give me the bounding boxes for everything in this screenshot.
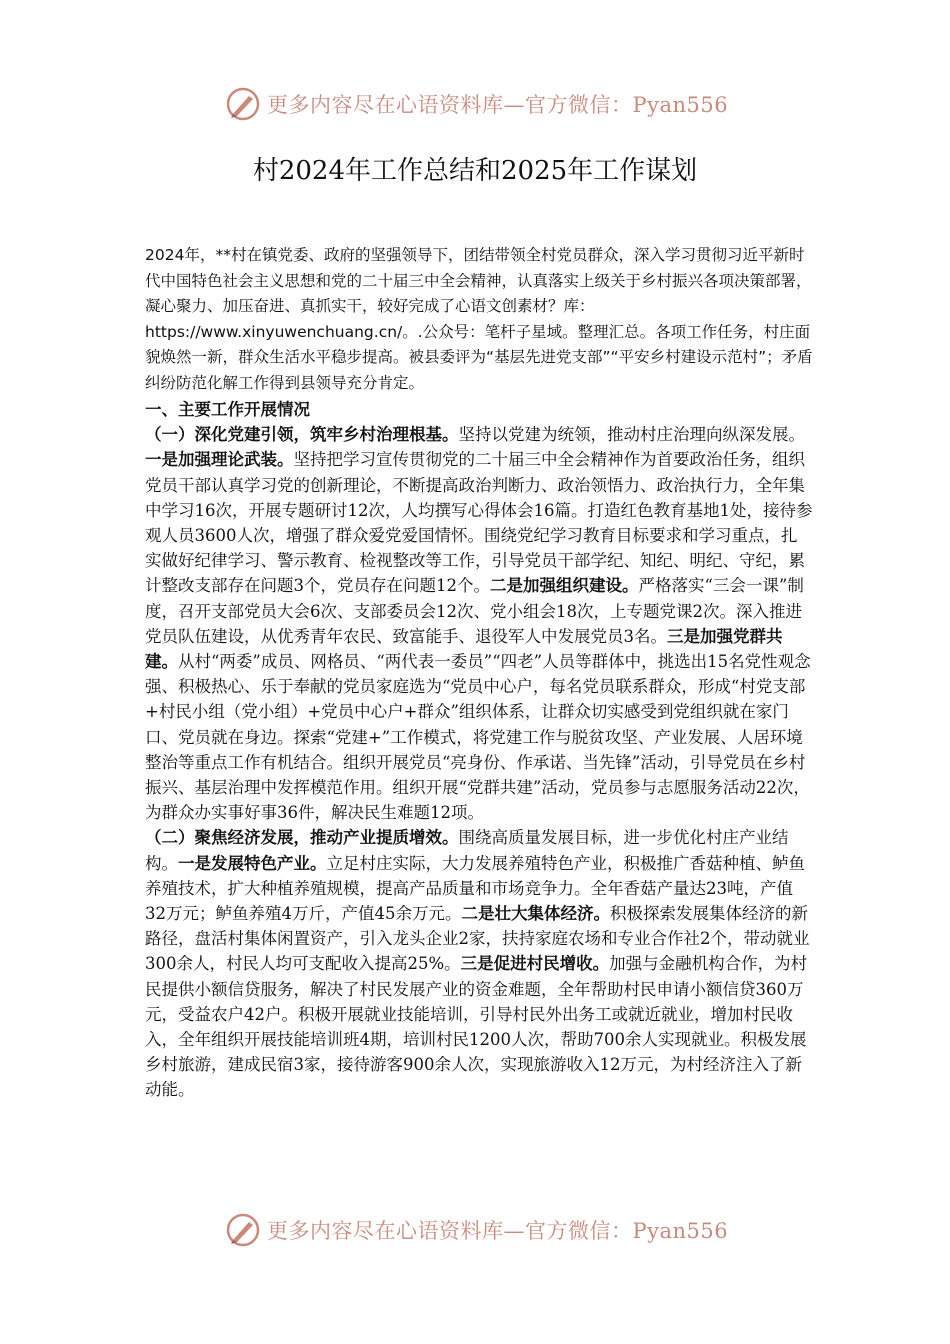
page-title: 村2024年工作总结和2025年工作谋划 bbox=[252, 156, 698, 186]
pen-logo-icon bbox=[225, 1212, 261, 1248]
subsection-2-paragraph: （二）聚焦经济发展，推动产业提质增效。围绕高质量发展目标，进一步优化村庄产业结构。一是发展特色产业。立足村庄实际，大力发展养殖特色产业，积极推广香菇种植、鲈鱼养殖技术，扩大种植养殖规模，提高产品质量和市场竞争力。全年香菇产量达23吨，产值32万元；鲈鱼养殖4万斤，产值45余万元。二是壮大集体经济。积极探索发展集体经济的新路径，盘活村集体闲置资产，引入龙头企业2家，扶持家庭农场和专业合作社2个，带动就业300余人，村民人均可支配收入提高25%。三是促进村民增收。加强与金融机构合作，为村民提供小额信贷服务，解决了村民发展产业的资金难题，全年帮助村民申请小额信贷360万元，受益农户42户。积极开展就业技能培训，引导村民外出务工或就近就业，增加村民收入，全年组织开展技能培训班4期，培训村民1200人次，帮助700余人实现就业。积极发展乡村旅游，建成民宿3家，接待游客900余人次，实现旅游收入12万元，为村经济注入了新动能。 bbox=[145, 828, 810, 1100]
intro-paragraph: 2024年，**村在镇党委、政府的坚强领导下，团结带领全村党员群众，深入学习贯彻习近平新时代中国特色社会主义思想和党的二十届三中全会精神，认真落实上级关于乡村振兴各项决策部署，凝心聚力、加压奋进、真抓实干，较好完成了心语文创素材？库：https://www.xinyuwenchuang.cn/。.公众号：笔杆子星域。整理汇总。各项工作任务，村庄面貌焕然一新，群众生活水平稳步提高。被县委评为“基层先进党支部”“平安乡村建设示范村”；矛盾纠纷防范化解工作得到县领导充分肯定。 bbox=[145, 246, 813, 392]
subsection-1-paragraph: （一）深化党建引领，筑牢乡村治理根基。坚持以党建为统领，推动村庄治理向纵深发展。一是加强理论武装。坚持把学习宣传贯彻党的二十届三中全会精神作为首要政治任务，组织党员干部认真学习党的创新理论，不断提高政治判断力、政治领悟力、政治执行力，全年集中学习16次，开展专题研讨12次，人均撰写心得体会16篇。打造红色教育基地1处，接待参观人员3600人次，增强了群众爱党爱国情怀。围绕党纪学习教育目标要求和学习重点，扎实做好纪律学习、警示教育、检视整改等工作，引导党员干部学纪、知纪、明纪、守纪，累计整改支部存在问题3个，党员存在问题12个。二是加强组织建设。严格落实“三会一课”制度，召开支部党员大会6次、支部委员会12次、党小组会18次，上专题党课2次。深入推进党员队伍建设，从优秀青年农民、致富能手、退役军人中发展党员3名。三是加强党群共建。从村“两委”成员、网格员、“两代表一委员”“四老”人员等群体中，挑选出15名党性观念强、积极热心、乐于奉献的党员家庭选为“党员中心户，每名党员联系群众，形成“村党支部+村民小组（党小组）+党员中心户+群众”组织体系，让群众切实感受到党组织就在家门口、党员就在身边。探索“党建+”工作模式，将党建工作与脱贫攻坚、产业发展、人居环境整治等重点工作有机结合。组织开展党员“亮身份、作承诺、当先锋”活动，引导党员在乡村振兴、基层治理中发挥模范作用。组织开展“党群共建”活动，党员参与志愿服务活动22次，为群众办实事好事36件，解决民生难题12项。 bbox=[145, 425, 813, 823]
pen-logo-icon bbox=[225, 86, 261, 122]
watermark-footer bbox=[225, 1210, 745, 1250]
watermark-text: 更多内容尽在心语资料库—官方微信：Pyan556 bbox=[267, 93, 729, 117]
document-body bbox=[145, 397, 813, 1103]
subsection-1-heading: （一）深化党建引领，筑牢乡村治理根基。 bbox=[145, 425, 459, 445]
watermark-header bbox=[225, 84, 745, 124]
section-heading: 一、主要工作开展情况 bbox=[145, 400, 310, 419]
subsection-2-heading: （二）聚焦经济发展，推动产业提质增效。 bbox=[145, 828, 459, 848]
watermark-text: 更多内容尽在心语资料库—官方微信：Pyan556 bbox=[267, 1219, 729, 1243]
